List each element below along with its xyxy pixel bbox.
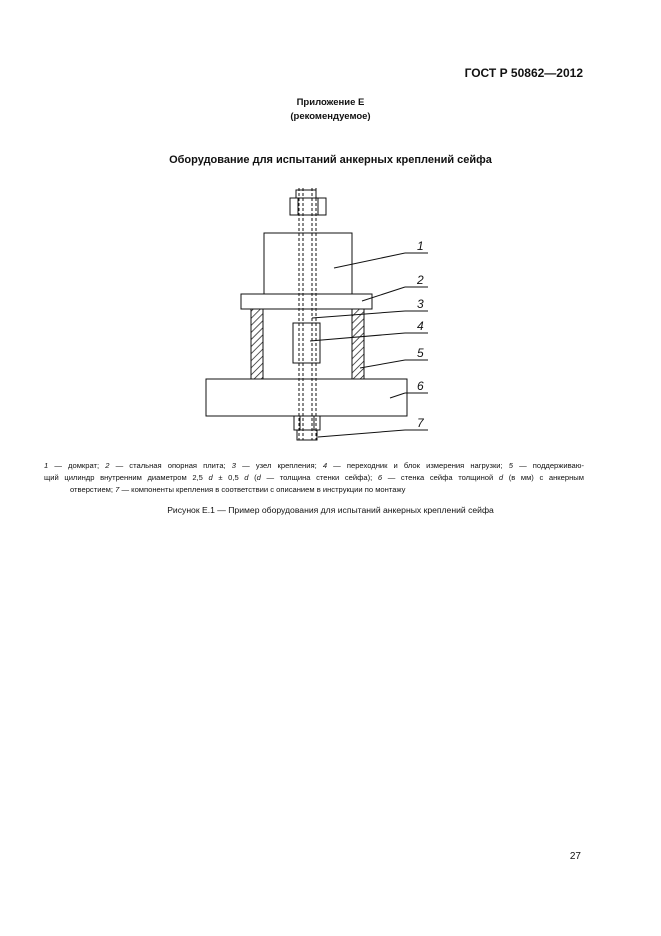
legend-text: — переходник и блок измерения нагрузки; bbox=[327, 461, 509, 470]
jack bbox=[264, 233, 352, 294]
callout-6: 6 bbox=[417, 379, 424, 393]
legend-num: 5 bbox=[508, 461, 513, 470]
test-equipment-figure bbox=[0, 180, 661, 455]
top-washer bbox=[290, 198, 326, 215]
bottom-nut bbox=[297, 430, 317, 440]
callout-3: 3 bbox=[417, 297, 424, 311]
legend-text: — домкрат; bbox=[48, 461, 106, 470]
cylinder-wall-right bbox=[352, 309, 364, 379]
page-number: 27 bbox=[569, 851, 581, 862]
legend-text: — узел крепления; bbox=[236, 461, 323, 470]
legend-text: щий цилиндр внутренним диаметром 2,5 bbox=[44, 473, 209, 482]
legend-num: 1 bbox=[44, 461, 49, 470]
cylinder-wall-left bbox=[251, 309, 263, 379]
figure-legend bbox=[44, 460, 584, 496]
legend-line-1 bbox=[44, 460, 584, 472]
callout-4: 4 bbox=[417, 319, 424, 333]
legend-num: 4 bbox=[322, 461, 328, 470]
legend-text: — поддерживаю- bbox=[512, 461, 584, 470]
figure-caption: Рисунок Е.1 — Пример оборудования для испытаний анкерных креплений сейфа bbox=[167, 505, 494, 515]
legend-text: — стенка сейфа толщиной bbox=[382, 473, 499, 482]
legend-num: 2 bbox=[105, 461, 110, 470]
section-title: Оборудование для испытаний анкерных креплений сейфа bbox=[169, 154, 492, 166]
annex-heading bbox=[0, 96, 661, 124]
callout-5: 5 bbox=[417, 346, 424, 360]
legend-text: — стальная опорная плита; bbox=[109, 461, 232, 470]
legend-text: (в мм) с анкерным bbox=[503, 473, 584, 482]
callout-1: 1 bbox=[417, 239, 424, 253]
legend-text: отверстием; bbox=[70, 485, 116, 494]
legend-var: d bbox=[498, 473, 504, 482]
safe-wall bbox=[206, 379, 407, 416]
callout-2: 2 bbox=[417, 273, 424, 287]
legend-text: — толщина стенки сейфа); bbox=[260, 473, 378, 482]
legend-var: d bbox=[244, 473, 249, 482]
callout-7: 7 bbox=[417, 416, 424, 430]
legend-line-3 bbox=[44, 484, 584, 496]
legend-text: ( bbox=[248, 473, 257, 482]
legend-line-2 bbox=[44, 472, 584, 484]
legend-var: d bbox=[256, 473, 261, 482]
legend-num: 6 bbox=[377, 473, 383, 482]
legend-text: ± 0,5 bbox=[212, 473, 245, 482]
annex-title: Приложение Е bbox=[296, 97, 365, 108]
document-code: ГОСТ Р 50862—2012 bbox=[464, 66, 583, 80]
legend-var: d bbox=[208, 473, 213, 482]
legend-num: 7 bbox=[115, 485, 120, 494]
support-plate bbox=[241, 294, 372, 309]
annex-status: (рекомендуемое) bbox=[290, 111, 371, 122]
legend-num: 3 bbox=[231, 461, 236, 470]
legend-text: — компоненты крепления в соответствии с описанием в инструкции по монтажу bbox=[119, 485, 406, 494]
